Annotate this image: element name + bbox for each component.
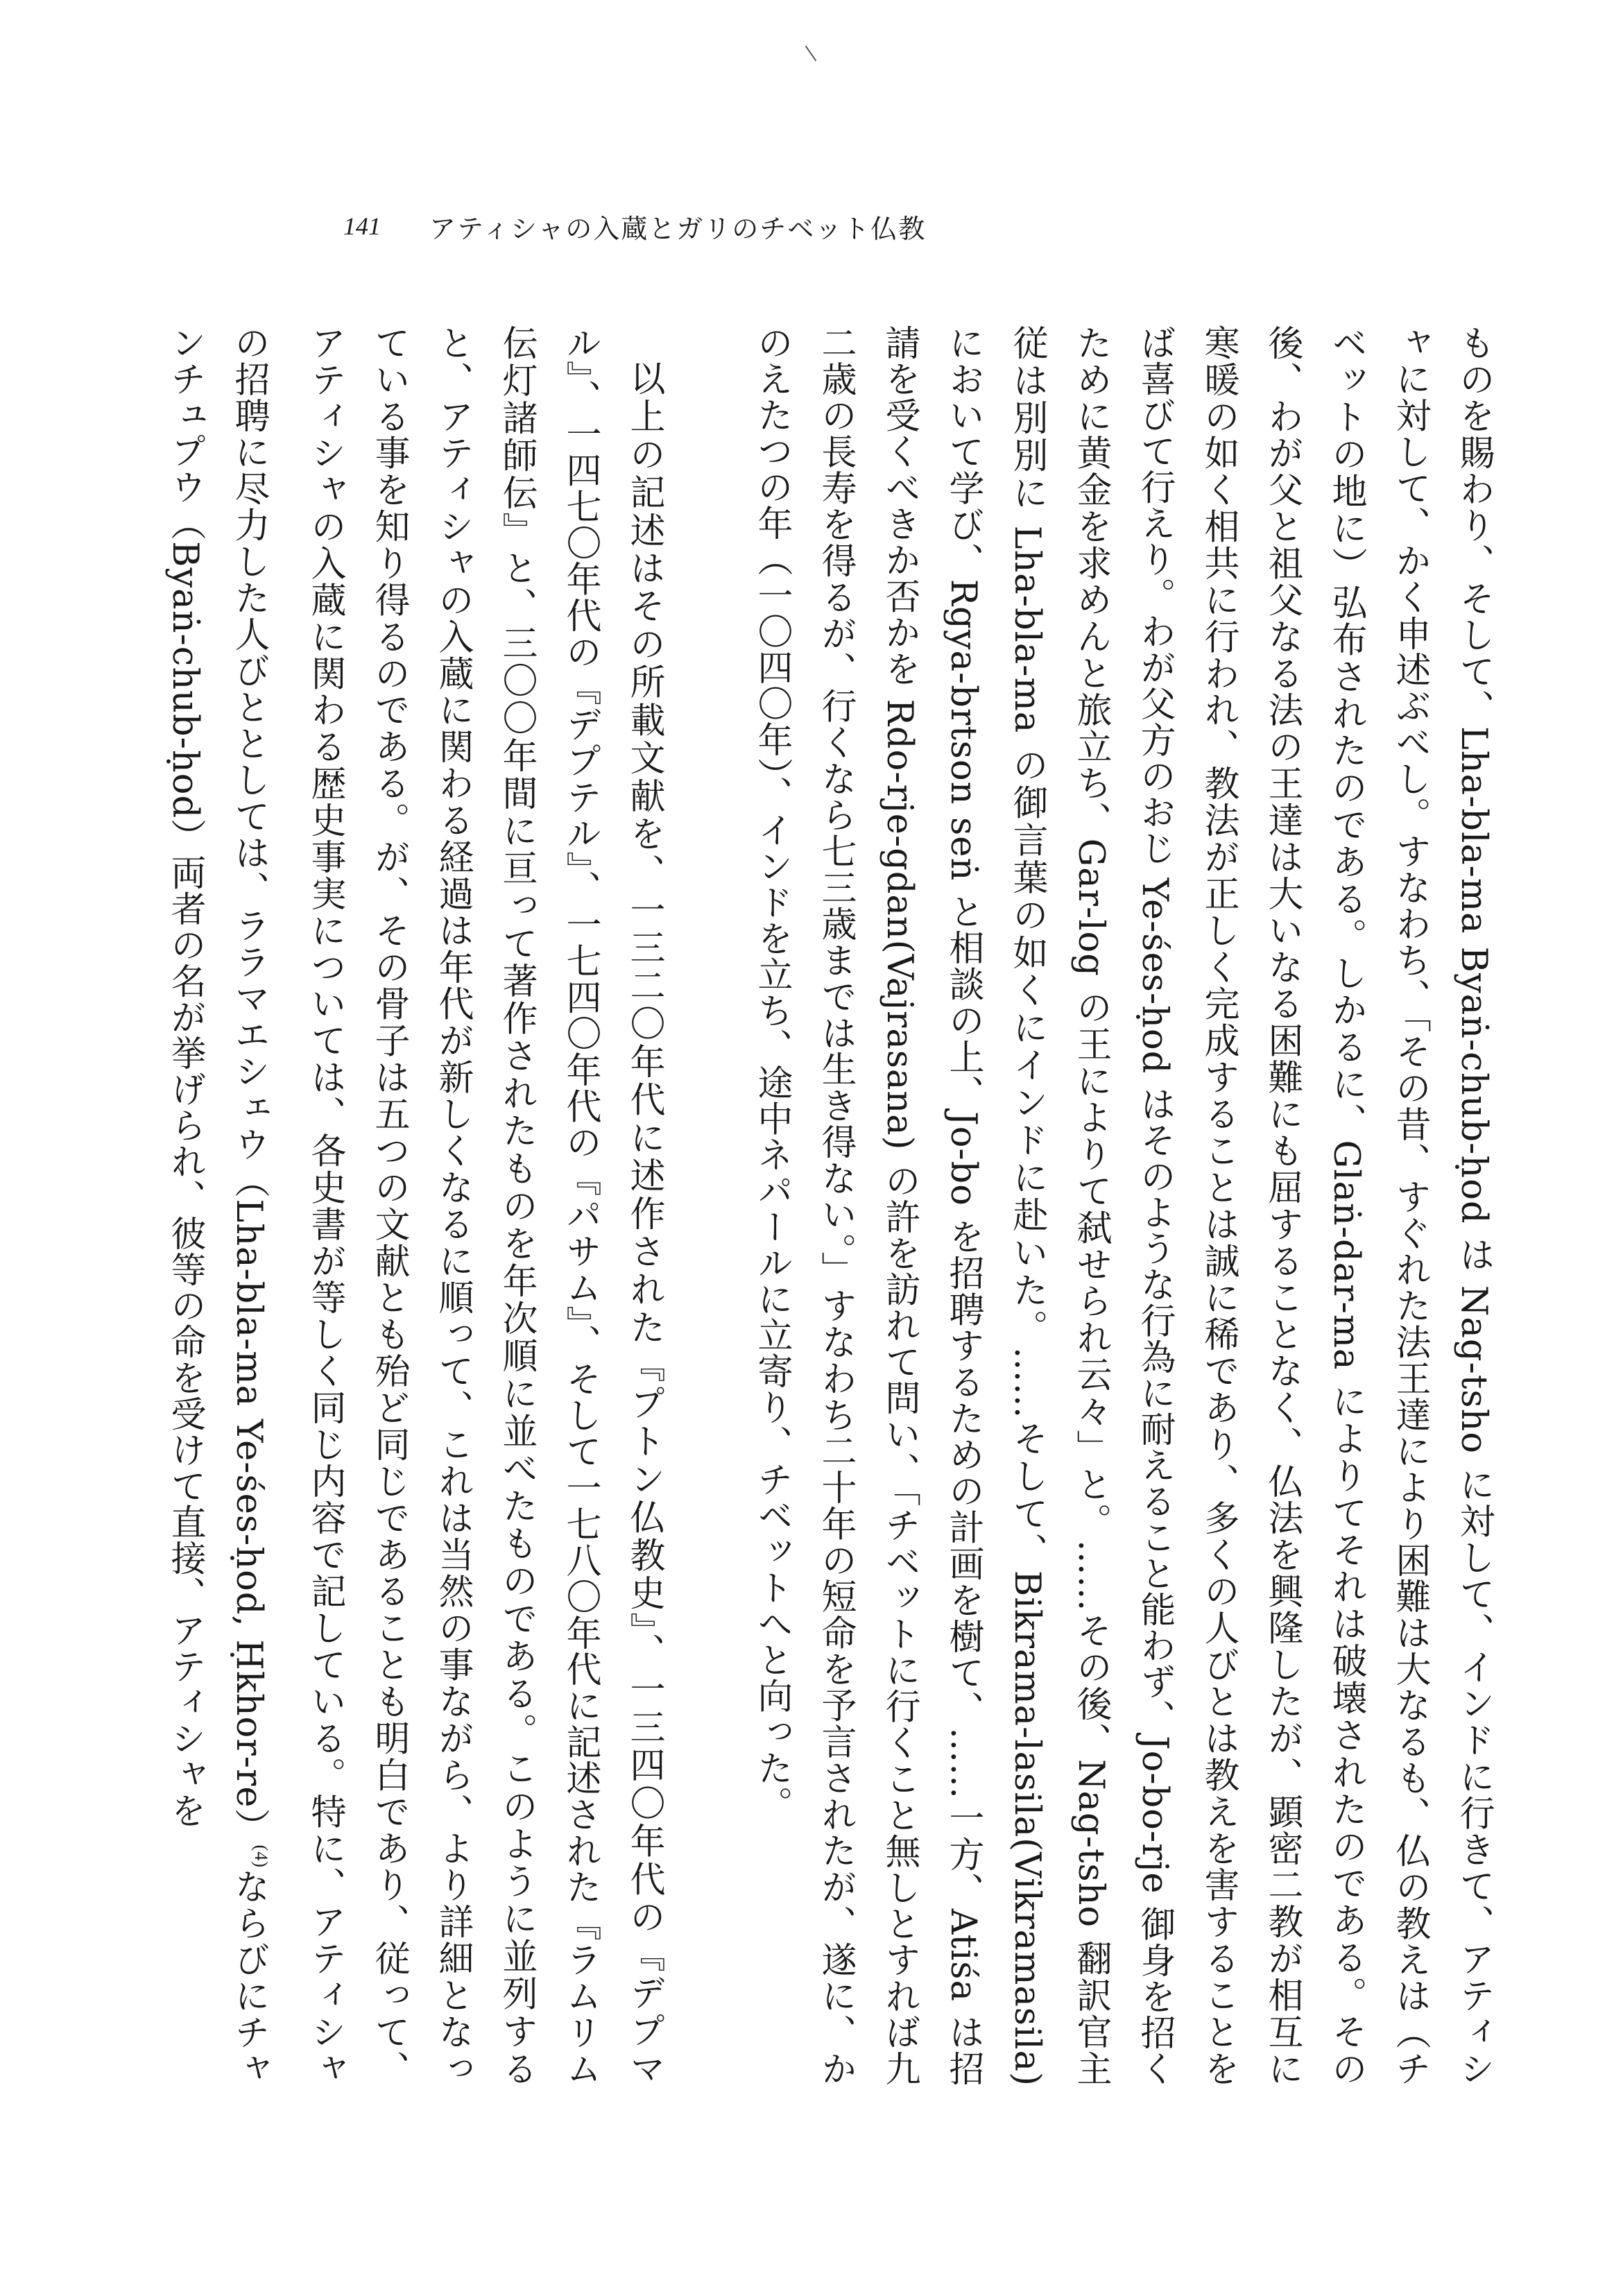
paragraph-1: ものを賜わり、そして、Lha-bla-ma Byaṅ-chub-ḥod は Nag-tsho に対して、インドに行きて、アティシャに対して、かく申述ぶべし。すなわち、「その昔、すぐれた法王達により困難は大なるも、仏の教えは（チベットの地に）弘布されたのである。しかるに、Glaṅ-dar-ma によりてそれは破壊されたのである。その後、わが父と祖父なる法の王達は大いなる困難にも屈することなく、仏法を興隆したが、顕密二教が相互に寒暖の如く相共に行われ、教法が正しく完成することは誠に稀であり、多くの人びとは教えを害することをば喜びて行えり。わが父方のおじ Ye-śes-ḥod はそのような行為に耐えること能わず、Jo-bo-rje 御身を招くために黄金を求めんと旅立ち、Gar-log の王によりて弑せられ云々」と。……その後、Nag-tsho 翻訳官主従は別別に Lha-bla-ma の御言葉の如くにインドに赴いた。……そして、Bikrama-lasila(Vikramasila) において学び、Rgya-brtson seṅ と相談の上、Jo-bo を招聘するための計画を樹て、……一方、Atiśa は招請を受くべきか否かを Rdo-rje-gdan(Vajrasana) の許を訪れて問い、「チベットに行くこと無しとすれば九二歳の長寿を得るが、行くなら七三歳までは生き得ない。」すなわち二十年の短命を予言されたが、遂に、かのえたつの年（一〇四〇年）、インドを立ち、途中ネパールに立寄り、チベットへと向った。 [751,325,1494,2087]
body-text [164,325,1505,2087]
page-number: 141 [343,212,381,240]
stray-mark [805,46,817,61]
running-title: アティシャの入蔵とガリのチベット仏教 [429,213,927,244]
paragraph-2 [153,325,676,2087]
paragraph-2-text-cont: ならびにチャンチュプウ（Byaṅ-chub-ḥod）両者の名が挙げられ、彼等の命を受けて直接、アティシャを [164,325,269,2087]
footnote-ref: (4) [251,1844,271,1868]
paragraph-2-text: 以上の記述はその所載文献を、一三二〇年代に述作された『プトン仏教史』、一三四〇年代の『デプマル』、一四七〇年代の『デプテル』、一七四〇年代の『パサム』、そして一七八〇年代に記述された『ラムリム伝灯諸師伝』と、三〇〇年間に亘って著作されたものを年次順に並べたものである。このように並列すると、アティシャの入蔵に関わる経過は年代が新しくなるに順って、これは当然の事ながら、より詳細となっている事を知り得るのである。が、その骨子は五つの文献とも殆ど同じであることも明白であり、従って、アティシャの入蔵に関わる歴史事実については、各史書が等しく同じ内容で記している。特に、アティシャの招聘に尽力した人びととしては、ララマエシェウ（Lha-bla-ma Ye-śes-ḥod, Ḥkhor-re） [228,325,664,2087]
running-head [343,205,926,247]
